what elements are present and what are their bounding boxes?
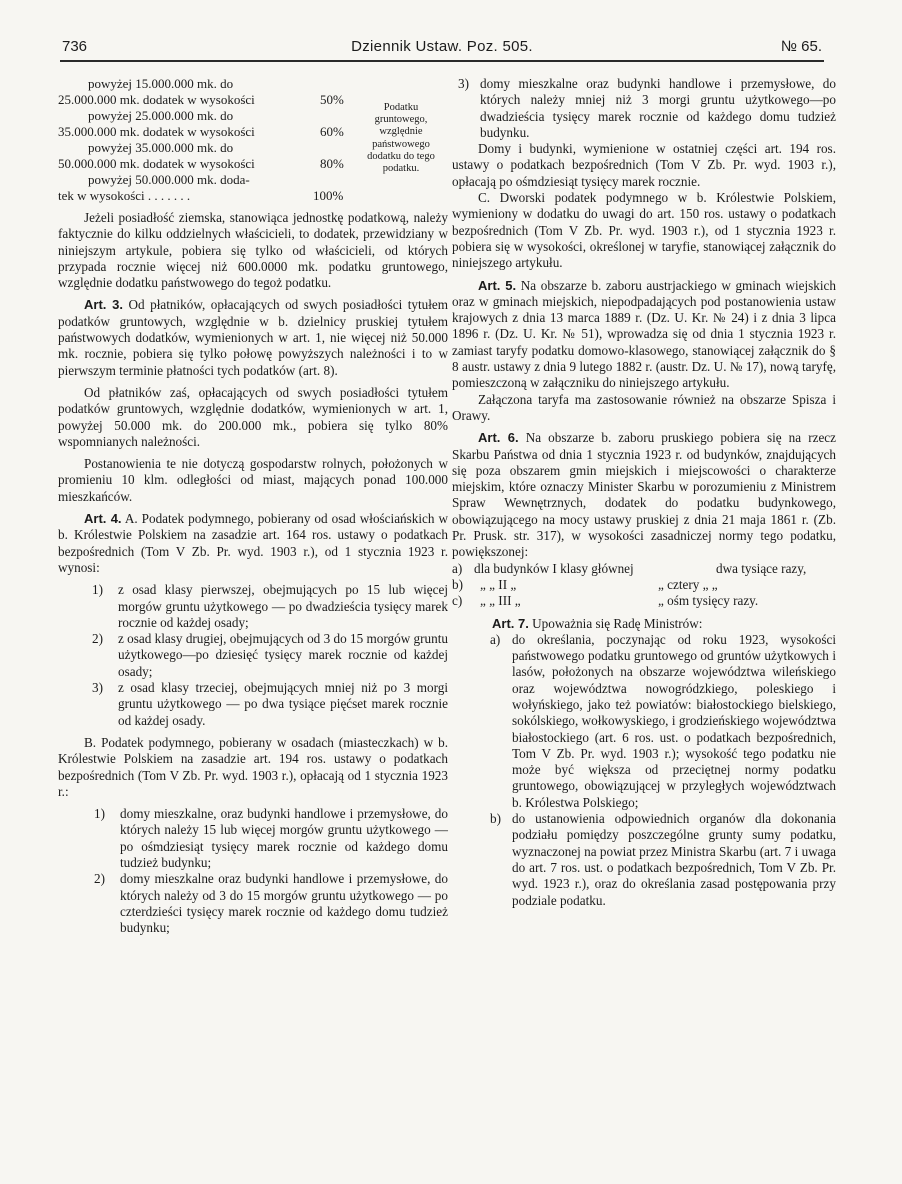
tax-row-4: 35.000.000 mk. dodatek w wysokości	[58, 124, 255, 139]
page-number: 736	[62, 38, 88, 55]
article-5-text: Na obszarze b. zaboru austrjackiego w gminach wiejskich oraz w gminach miejskich, niepodpadających pod postanowienia ustaw krajowych z dnia 13 marca 1889 r. (Dz. U. Kr. № 24) i z dnia 3 lipca 1896 r. (Dz. U. Kr. № 51), wprowadza się od dnia 1 stycznia 1923 r. zamiast taryfy podatku domowo-klasowego, stanowiącej załącznik do § 8 austr. ustawy z dnia 9 lutego 1882 r. (austr. Dz. U. № 17), nową taryfę, pomieszczoną w załączniku do niniejszego artykułu.	[452, 277, 837, 391]
tax-row-3: powyżej 25.000.000 mk. do	[88, 108, 234, 123]
tax-rate-50: 50%	[320, 92, 344, 107]
paragraph-zalaczona: Załączona taryfa ma zastosowanie również na obszarze Spisza i Orawy.	[452, 391, 836, 423]
list-item: 3) z osad klasy trzeciej, obejmujących mniej niż po 3 morgi gruntu użytkowego — po dwa tysiące pięćset marek rocznie od każdej osady.	[92, 680, 448, 728]
list-item: 2) domy mieszkalne oraz budynki handlowe i przemysłowe, do których należy od 3 do 15 morgów gruntu użytkowego — po czterdzieści tysięcy marek rocznie od każdego domu tudzież budynku;	[94, 871, 448, 936]
article-7-label: Art. 7.	[492, 615, 529, 631]
paragraph-postanowienia: Postanowienia te nie dotyczą gospodarstw rolnych, położonych w promieniu 10 klm. odległości od miast, mających ponad 100.000 mieszkańców.	[58, 456, 448, 504]
page-header	[62, 38, 822, 60]
article-7	[452, 616, 836, 632]
article-4-b: B. Podatek podymnego, pobierany w osadach (miasteczkach) w b. Królestwie Polskiem na zasadzie art. 194 ros. ustawy o podatkach bezpośrednich (Tom V Zb. Pr. wyd. 1903 r.), opłacają od 1 stycznia 1923 r.:	[58, 734, 448, 799]
tax-rate-100: 100%	[313, 188, 344, 203]
article-3-text: Od płatników, opłacających od swych posiadłości tytułem podatków gruntowych, względnie w b. dzielnicy pruskiej tytułem państwowych dodatków, wymienionych w art. 1, nie więcej niż 50.000 mk. rocznie, pobiera się tylko połowę powyższych należności i to w pierwszym terminie płatności tych podatków (art. 8).	[58, 297, 449, 378]
rate-row: a) dla budynków I klasy głównej dwa tysiące razy,	[452, 560, 807, 576]
list-item: a) do określania, poczynając od roku 1923, wysokości państwowego podatku gruntowego od gruntów użytkowych i lasów, położonych na obszarze województwa wileńskiego oraz województwa nowogródzkiego, poleskiego i wołyńskiego, jako też powiatów: białostockiego bielskiego, sokólskiego, wołkowyskiego, i grodzieńskiego województwa białostockiego (art. 6 ros. ust. o podatkach bezpośrednich, Tom V Zb. Pr. wyd. 1903 r.); wysokość tego podatku nie może być większa od przeciętnej normy podatku gruntowego, obowiązującej w przyległych województwach b. Królestwa Polskiego;	[490, 631, 836, 810]
rate-row: c) „ „ III „ „ ośm tysięcy razy.	[452, 593, 759, 609]
paragraph-domy: Domy i budynki, wymienione w ostatniej części art. 194 ros. ustawy o podatkach bezpośrednich (Tom V Zb. Pr. wyd. 1903 r.), opłacają po ośmdziesiąt tysięcy marek rocznie.	[452, 141, 836, 189]
tax-rate-60: 60%	[320, 124, 344, 139]
issue-number: № 65.	[780, 38, 822, 55]
list-item: 3) domy mieszkalne oraz budynki handlowe i przemysłowe, do których należy mniej niż 3 morgi gruntu użytkowego—po dwadzieścia tysięcy marek rocznie od każdego domu tudzież budynku.	[458, 76, 836, 140]
tax-row-8: tek w wysokości . . . . . . .	[58, 188, 191, 203]
tax-row-7: powyżej 50.000.000 mk. doda-	[88, 172, 250, 187]
article-6-text: Na obszarze b. zaboru pruskiego pobiera się na rzecz Skarbu Państwa od dnia 1 stycznia 1923 r. od budynków, znajdujących się poza obszarem gmin miejskich i miejscowości o charakterze miejskim, które oznaczy Minister Skarbu w porozumieniu z Ministrem Spraw Wewnętrznych, dodatek do podatku budynkowego, obowiązującego na mocy ustawy pruskiej z dnia 21 maja 1861 r. (Zb. Pr. Prusk. str. 317), w wysokości zasadniczej normy tego podatku, powiększonej:	[452, 430, 837, 560]
list-item: 1) z osad klasy pierwszej, obejmujących po 15 lub więcej morgów gruntu użytkowego — po dwadzieścia tysięcy marek rocznie od każdej osady;	[92, 582, 448, 630]
rate-row: b) „ „ II „ „ cztery „ „	[452, 576, 718, 592]
tax-row-2: 25.000.000 mk. dodatek w wysokości	[58, 92, 255, 107]
left-column	[58, 76, 448, 936]
article-5-label: Art. 5.	[478, 277, 517, 293]
header-rule	[60, 60, 824, 62]
paragraph-jezeli: Jeżeli posiadłość ziemska, stanowiąca jednostkę podatkową, należy faktycznie do kilku oddzielnych właścicieli, to dodatek, przewidziany w niniejszym artykule, pobiera się tylko od właścicieli, od których przypada rocznie więcej niż 600.0000 mk. podatku gruntowego, względnie dodatku państwowego do tegoż podatku.	[58, 210, 448, 291]
article-7-text: Upoważnia się Radę Ministrów:	[532, 615, 703, 631]
paragraph-od-platnikow-zas: Od płatników zaś, opłacających od swych posiadłości tytułem podatków gruntowych, względnie dodatków, wymienionych w art. 1, powyżej 50.000 mk. do 200.000 mk., pobiera się tylko 80% wspomnianych należności.	[58, 384, 448, 449]
article-3-label: Art. 3.	[84, 297, 124, 313]
tax-row-5: powyżej 35.000.000 mk. do	[88, 140, 234, 155]
right-column	[452, 76, 836, 909]
list-item: 2) z osad klasy drugiej, obejmujących od 3 do 15 morgów gruntu użytkowego—po dziesięć tysięcy marek rocznie od każdej osady;	[92, 631, 448, 679]
article-4-a-text: A. Podatek podymnego, pobierany od osad włościańskich w b. Królestwie Polskiem na zasadzie art. 164 ros. ustawy o podatkach bezpośrednich (Tom V Zb. Pr. wyd. 1903 r.), od 1 stycznia 1923 r. wynosi:	[58, 511, 449, 575]
paragraph-c: C. Dworski podatek podymnego w b. Królestwie Polskiem, wymieniony w dodatku do uwagi do art. 150 ros. ustawy o podatkach bezpośrednich (Tom V Zb. Pr. wyd. 1903 r.), od 1 stycznia 1923 r. pobiera się w wysokości, określonej w taryfie, stanowiącej załącznik do niniejszego artykułu.	[452, 190, 836, 271]
article-6-label: Art. 6.	[478, 430, 519, 446]
list-item: 1) domy mieszkalne, oraz budynki handlowe i przemysłowe, do których należy 15 lub więcej morgów gruntu użytkowego — po ośmdziesiąt tysięcy marek rocznie od każdego domu tudzież budynku;	[94, 806, 448, 870]
tax-row-1: powyżej 15.000.000 mk. do	[88, 76, 234, 91]
list-item: b) do ustanowienia odpowiednich organów dla dokonania podziału pomiędzy poszczególne grunty sumy podatku, wyznaczonej na powiat przez Ministra Skarbu (art. 7 i uwaga do art. 7 ros. ust. o podatkach bezpośrednich, Tom V Zb. Pr. wyd. 1923 r.), oraz do określania zasad postępowania przy podziale podatku.	[490, 811, 836, 908]
article-5	[452, 278, 836, 392]
article-4-label: Art. 4.	[84, 511, 122, 527]
article-6	[452, 430, 836, 560]
tax-rate-table	[58, 76, 448, 204]
journal-title: Dziennik Ustaw. Poz. 505.	[351, 38, 533, 55]
article-3	[58, 297, 448, 378]
tax-row-6: 50.000.000 mk. dodatek w wysokości	[58, 156, 255, 171]
article-4	[58, 511, 448, 576]
tax-note: Podatku gruntowego, względnie państwowego dodatku do tego podatku.	[367, 102, 435, 175]
tax-rate-80: 80%	[320, 156, 344, 171]
